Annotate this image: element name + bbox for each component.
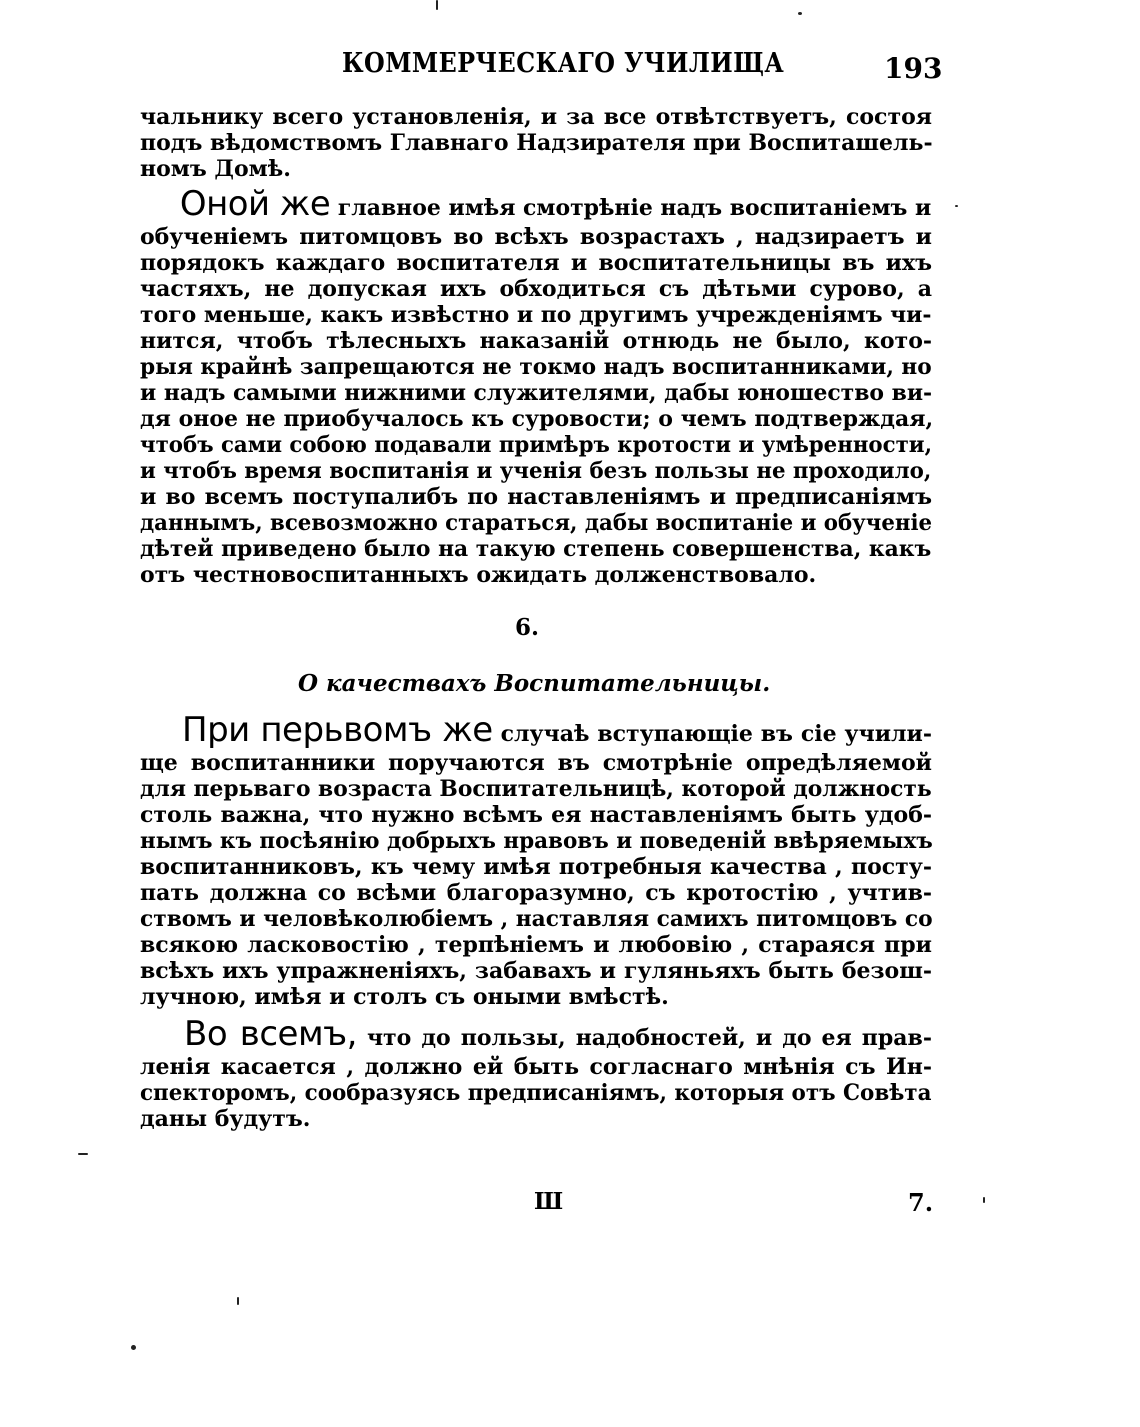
scan-speck [798, 12, 802, 15]
text-line: рыя крайнѣ запрещаются не токмо надъ воспитанниками, но [140, 354, 932, 380]
text-line: того меньше, какъ извѣстно и по другимъ учрежденіямъ чи- [140, 302, 932, 328]
text-line: порядокъ каждаго воспитателя и воспитательницы въ ихъ [140, 250, 932, 276]
text-line: что до пользы, надобностей, и до ея прав- [366, 1025, 932, 1051]
scan-speck [983, 1197, 985, 1203]
text-line: главное имѣя смотрѣніе надъ воспитаніемъ и [337, 195, 932, 221]
scan-speck [955, 205, 958, 207]
text-line: даны будутъ. [140, 1106, 311, 1132]
text-line: нымъ къ посѣянію добрыхъ нравовъ и поведеній ввѣряемыхъ [140, 828, 933, 854]
text-line: ще воспитанники поручаются въ смотрѣніе опредѣляемой [140, 750, 932, 776]
scan-speck [131, 1345, 136, 1350]
text-line-lead [140, 184, 930, 224]
text-line: подъ вѣдомствомъ Главнаго Надзирателя при Воспиташель- [140, 130, 933, 156]
text-line: для перьваго возраста Воспитательницѣ, которой должность [140, 776, 932, 802]
paragraph-governess-qualities [140, 710, 932, 1010]
section-number: 6. [515, 614, 540, 641]
page-number: 193 [884, 52, 943, 85]
signature-mark: Ш [534, 1188, 564, 1215]
paragraph-head-teacher-duties [140, 184, 932, 588]
text-line-lead [140, 1014, 932, 1054]
text-line: отъ честновоспитанныхъ ожидать долженствовало. [140, 562, 817, 588]
paragraph-initial: Во всемъ, [184, 1014, 357, 1054]
text-line: спекторомъ, сообразуясь предписаніямъ, которыя отъ Совѣта [140, 1080, 932, 1106]
text-line: нится, чтобъ тѣлесныхъ наказаній отнюдь не было, кото- [140, 328, 932, 354]
text-line: дя оное не приобучалось къ суровости; о чемъ подтверждая, [140, 406, 934, 432]
text-line: случаѣ вступающіе въ сіе учили- [500, 721, 932, 747]
text-line: воспитанниковъ, къ чему имѣя потребныя качества , посту- [140, 854, 932, 880]
text-line: частяхъ, не допуская ихъ обходиться съ дѣтьми сурово, а [140, 276, 932, 302]
section-heading: О качествахъ Воспитательницы. [298, 670, 771, 697]
text-line: всѣхъ ихъ упражненіяхъ, забавахъ и гуляньяхъ быть безош- [140, 958, 932, 984]
text-line: лучною, имѣя и столъ съ оными вмѣстѣ. [140, 984, 669, 1010]
paragraph-initial: Оной же [179, 184, 331, 224]
text-line: ленія касается , должно ей быть согласнаго мнѣнія съ Ин- [140, 1054, 932, 1080]
text-line: чтобъ сами собою подавали примѣръ кротости и умѣренности, [140, 432, 932, 458]
text-line: чальнику всего установленія, и за все отвѣтствуетъ, состоя [140, 104, 932, 130]
paragraph-cooperation [140, 1014, 932, 1132]
text-line-lead [140, 710, 932, 750]
text-line: пать должна со всѣми благоразумно, съ кротостію , учтив- [140, 880, 932, 906]
text-line: и чтобъ время воспитанія и ученія безъ пользы не проходило, [140, 458, 932, 484]
text-line: ствомъ и человѣколюбіемъ , наставляя самихъ питомцовъ со [140, 906, 933, 932]
scan-speck [436, 0, 438, 10]
text-line: номъ Домѣ. [140, 156, 291, 182]
text-line: обученіемъ питомцовъ во всѣхъ возрастахъ , надзираетъ и [140, 224, 932, 250]
paragraph-initial: При перьвомъ же [182, 710, 493, 750]
text-line: столь важна, что нужно всѣмъ ея наставленіямъ быть удоб- [140, 802, 932, 828]
text-line: всякою ласковостію , терпѣніемъ и любовію , стараяся при [140, 932, 932, 958]
paragraph-continuation [140, 104, 932, 182]
scan-speck [237, 1297, 239, 1305]
running-title: КОММЕРЧЕСКАГО УЧИЛИЩА [342, 48, 785, 79]
text-line: дѣтей приведено было на такую степень совершенства, какъ [140, 536, 932, 562]
text-line: и надъ самыми нижними служителями, дабы юношество ви- [140, 380, 933, 406]
text-line: и во всемъ поступалибъ по наставленіямъ и предписаніямъ [140, 484, 932, 510]
catchword: 7. [908, 1188, 934, 1217]
text-line: даннымъ, всевозможно стараться, дабы воспитаніе и обученіе [140, 510, 933, 536]
scan-speck [78, 1153, 88, 1155]
